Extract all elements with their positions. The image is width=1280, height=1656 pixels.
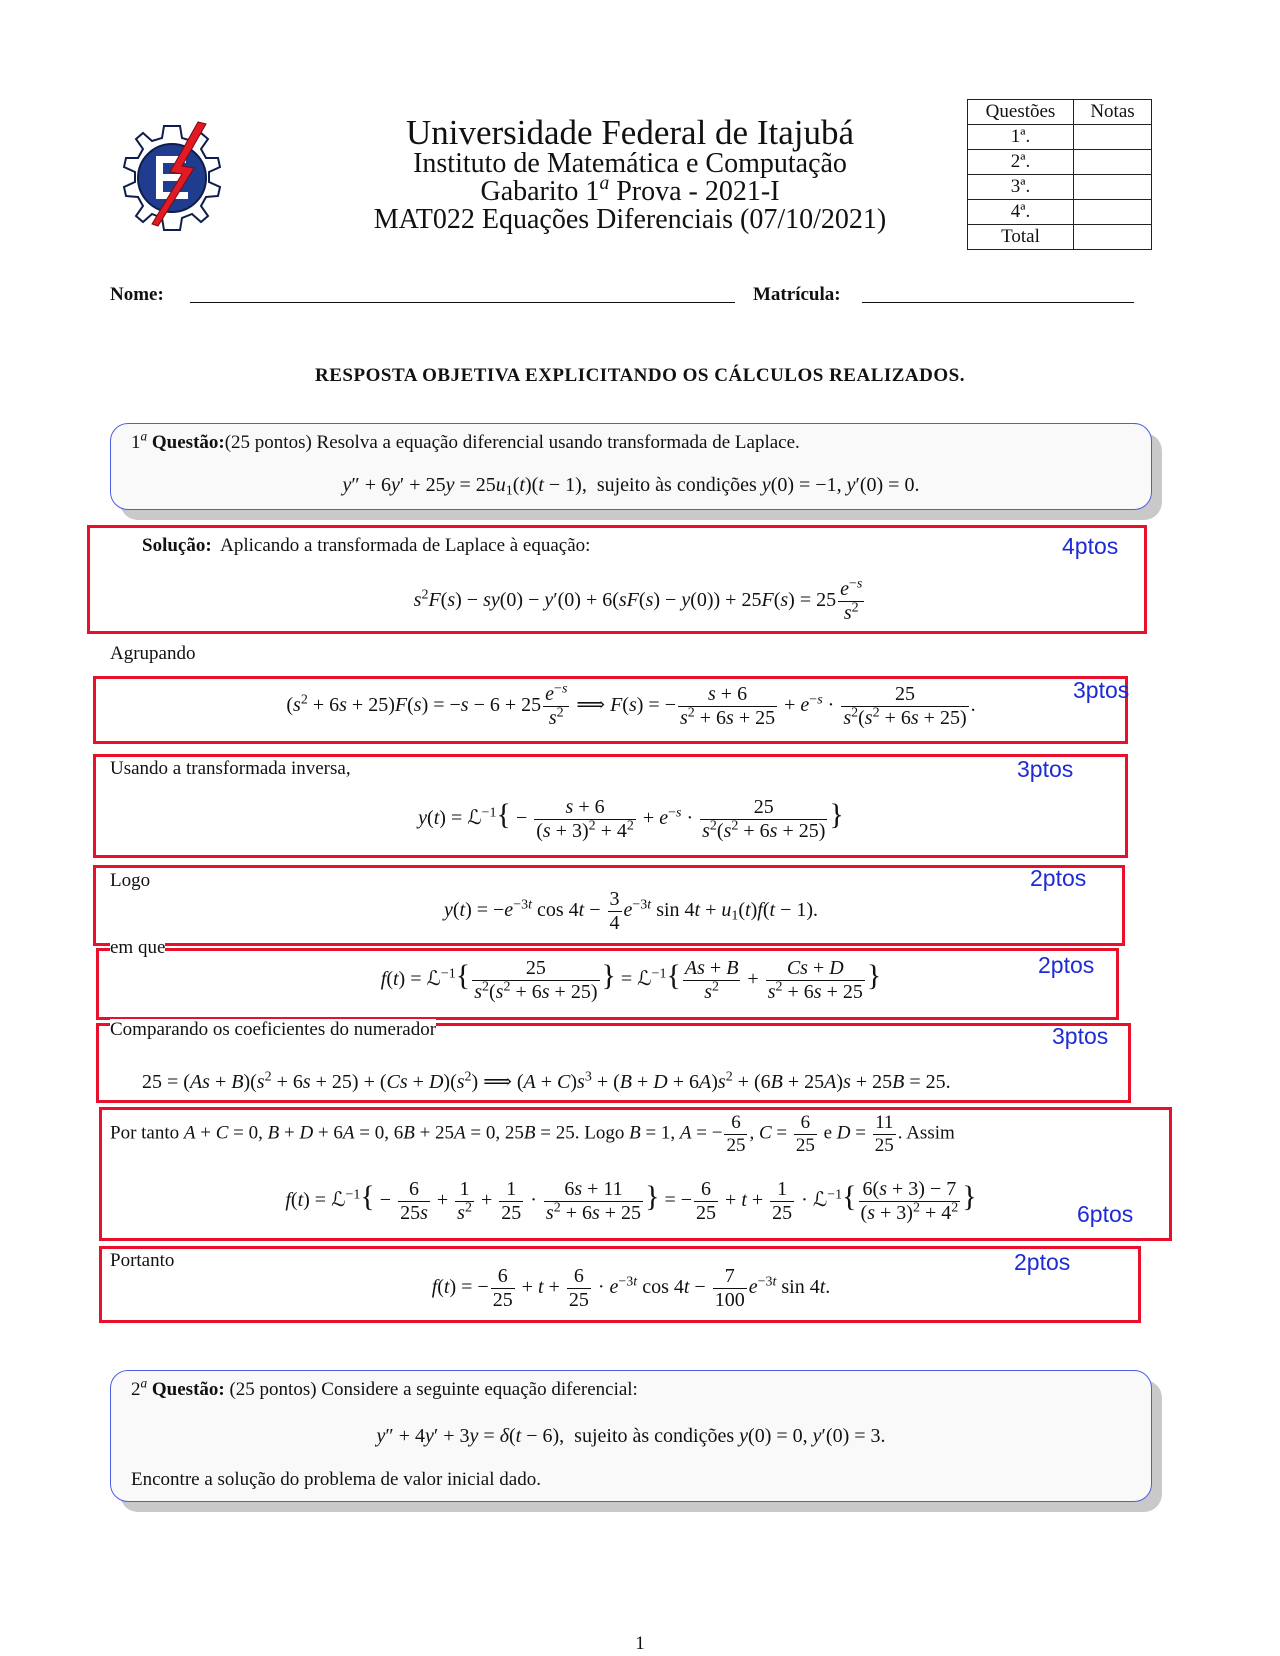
points-label: 4ptos bbox=[1062, 533, 1119, 559]
points-label: 6ptos bbox=[1077, 1201, 1134, 1227]
question-1-box bbox=[110, 423, 1152, 510]
question-2-statement: 2$^a$ Questão: (25 pontos) Considere a seguinte equação diferencial: bbox=[131, 1375, 638, 1400]
grade-cell[interactable] bbox=[1074, 125, 1152, 150]
points-label: 3ptos bbox=[1017, 756, 1074, 782]
laplace-equation: $s^2F(s) - sy(0) - y'(0) + 6(sF(s) - y(0)) + 25F(s) = 25$ $\frac{e^{-s}}{s^2}$ bbox=[413, 576, 863, 624]
inverse-transform-label: Usando a transformada inversa, bbox=[110, 758, 351, 779]
page-number: 1 bbox=[635, 1633, 645, 1654]
grade-row-label: 4ª. bbox=[968, 200, 1074, 225]
exam-title: Gabarito 1$^a$ Prova - 2021-I bbox=[480, 173, 780, 207]
university-name: Universidade Federal de Itajubá bbox=[405, 113, 854, 152]
logo-label: Logo bbox=[110, 870, 151, 891]
question-1-equation: $y'' + 6y' + 25y = 25u_1(t)(t - 1)$, sujeito às condições y(0) = −1, y′(0) = 0. bbox=[342, 474, 920, 499]
grade-row-label: 2ª. bbox=[968, 150, 1074, 175]
question-2-equation: y″ + 4y′ + 3y = δ(t − 6), sujeito às condições y(0) = 0, y′(0) = 3. bbox=[376, 1425, 886, 1447]
inverse-transform-equation: y(t) = ℒ$^{-1}${ − $\frac{s + 6}{(s + 3)^2 + 4^2}$ + $e^{-s}$ · $\frac{25}{s^2(s^2 + 6s + 25)}$ } bbox=[418, 796, 844, 842]
comparando-label: Comparando os coeficientes do numerador bbox=[110, 1019, 437, 1040]
name-label: Nome: bbox=[110, 284, 164, 305]
grade-table-header-questions: Questões bbox=[968, 100, 1074, 125]
points-label: 2ptos bbox=[1030, 865, 1087, 891]
points-label: 3ptos bbox=[1052, 1023, 1109, 1049]
grade-row-label: 3ª. bbox=[968, 175, 1074, 200]
system-solution-line: Por tanto A + C = 0, B + D + 6A = 0, 6B + 25A = 0, 25B = 25. Logo B = 1, A = − $\frac{6}{25}$ , C = $\frac{6}{25}$ e D = $\frac{11}{25}$ . Assim bbox=[110, 1112, 955, 1156]
name-field[interactable] bbox=[190, 302, 735, 303]
coefficient-equation: $25 = (As + B)(s^2 + 6s + 25) + (Cs + D)(s^2)$ ⟹ $(A + C)s^3 + (B + D + 6A)s^2 + (6B + 25A)s + 25B = 25$. bbox=[142, 1069, 951, 1093]
f-partial-fraction-equation: f(t) = ℒ$^{-1}${ − $\frac{6}{25s}$ + $\frac{1}{s^2}$ + $\frac{1}{25}$ · $\frac{6s + 11}{s^2 + 6s + 25}$ } = − $\frac{6}{25}$ + t + $\frac{1}{25}$ · ℒ$^{-1}${ $\frac{6(s + 3) - 7}{(s + 3)^2 + 4^2}$ } bbox=[285, 1178, 977, 1224]
grade-table-header-grades: Notas bbox=[1074, 100, 1152, 125]
question-2-box bbox=[110, 1370, 1152, 1502]
course-title: MAT022 Equações Diferenciais (07/10/2021) bbox=[373, 204, 887, 235]
question-1-statement: 1$^a$ Questão:(25 pontos) Resolva a equação diferencial usando transformada de Laplace. bbox=[131, 428, 800, 453]
grouped-equation: $(s^2 + 6s + 25)F(s) = -s - 6 + 25$ $\frac{e^{-s}}{s^2}$ ⟹ F(s) = − $\frac{s + 6}{s^2 + 6s + 25}$ + $e^{-s}$ · $\frac{25}{s^2(s^2 + 6s + 25)}$ . bbox=[286, 681, 976, 729]
grade-row-label: Total bbox=[968, 225, 1074, 250]
matricula-label: Matrícula: bbox=[753, 284, 841, 305]
institute-name: Instituto de Matemática e Computação bbox=[413, 148, 847, 179]
grade-row-label: 1ª. bbox=[968, 125, 1074, 150]
header-title-block bbox=[280, 115, 980, 234]
points-label: 2ptos bbox=[1038, 952, 1095, 978]
points-label: 2ptos bbox=[1014, 1249, 1071, 1275]
question-2-closing: Encontre a solução do problema de valor inicial dado. bbox=[131, 1469, 541, 1490]
unifei-gear-lightning-icon bbox=[112, 120, 232, 235]
grade-table bbox=[967, 99, 1152, 250]
grade-cell[interactable] bbox=[1074, 225, 1152, 250]
university-logo bbox=[112, 120, 232, 235]
solution-y-equation: $y(t) = -e^{-3t}$ cos 4t − $\frac{3}{4}$ $e^{-3t}$ $\sin 4t + u_1(t)f(t - 1)$. bbox=[443, 888, 819, 934]
portanto-label: Portanto bbox=[110, 1250, 175, 1271]
grade-cell[interactable] bbox=[1074, 175, 1152, 200]
solution-intro: Solução: Aplicando a transformada de Laplace à equação: bbox=[142, 535, 591, 556]
matricula-field[interactable] bbox=[862, 302, 1134, 303]
agrupando-label: Agrupando bbox=[110, 643, 196, 664]
em-que-label: em que bbox=[110, 937, 166, 958]
grade-cell[interactable] bbox=[1074, 200, 1152, 225]
final-f-equation: f(t) = − $\frac{6}{25}$ + t + $\frac{6}{25}$ · $e^{-3t}$ cos 4t − $\frac{7}{100}$ $e^{-3t}$ sin 4t. bbox=[431, 1265, 831, 1311]
instruction-heading: RESPOSTA OBJETIVA EXPLICITANDO OS CÁLCULOS REALIZADOS. bbox=[315, 365, 965, 386]
grade-cell[interactable] bbox=[1074, 150, 1152, 175]
points-label: 3ptos bbox=[1073, 677, 1130, 703]
f-definition-equation: f(t) = ℒ$^{-1}${ $\frac{25}{s^2(s^2 + 6s + 25)}$ } = ℒ$^{-1}${ $\frac{As + B}{s^2}$ + $\frac{Cs + D}{s^2 + 6s + 25}$ } bbox=[380, 957, 882, 1003]
